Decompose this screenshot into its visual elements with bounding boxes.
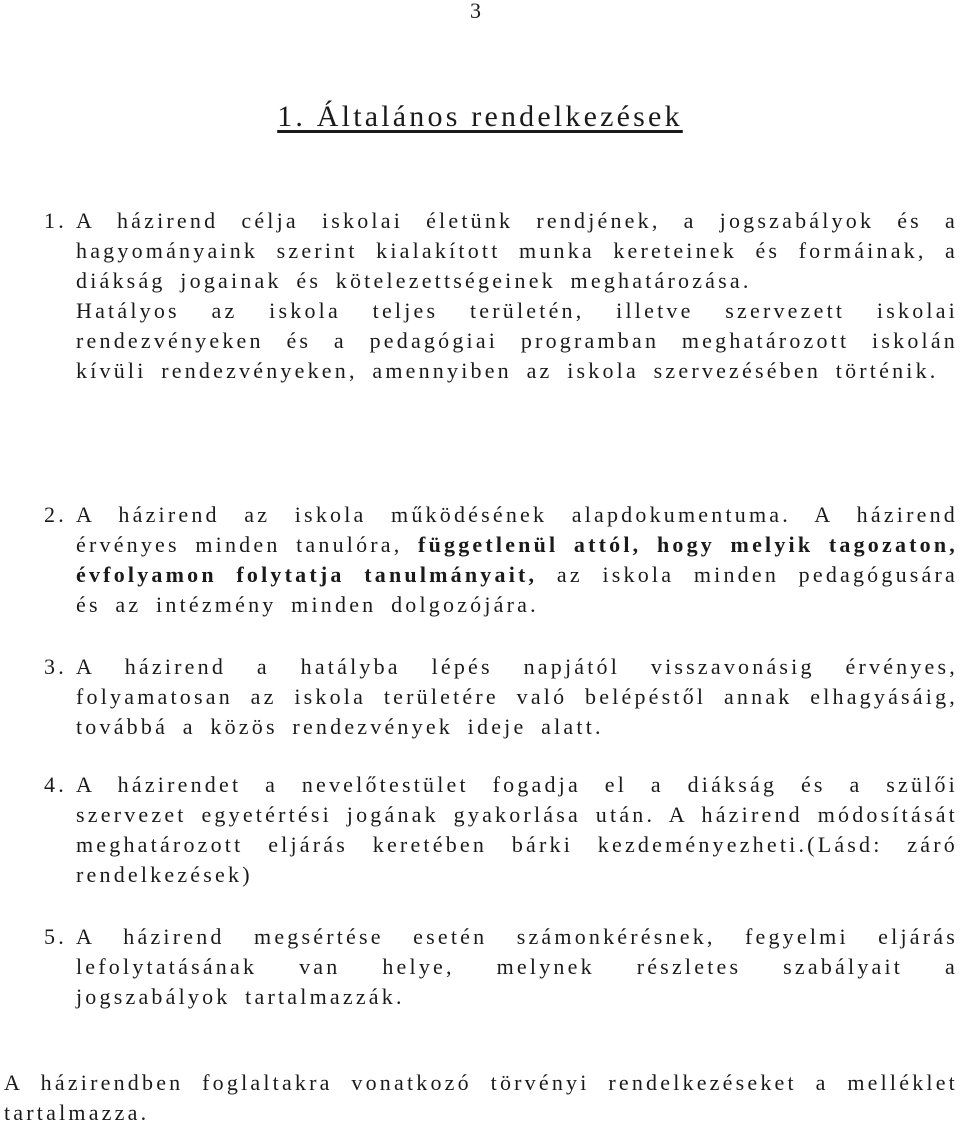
item-text: A házirend a hatályba lépés napjától visszavonásig érvényes, folyamatosan az iskola területére való belépéstől annak elhagyásáig, továbbá a közös rendezvények ideje alatt. <box>76 654 958 739</box>
footer-note: A házirendben foglaltakra vonatkozó törvényi rendelkezéseket a melléklet tartalmazza. <box>4 1070 958 1125</box>
item-text: A házirend célja iskolai életünk rendjének, a jogszabályok és a hagyományaink szerint kialakított munka kereteinek és formáinak, a diákság jogainak és kötelezettségeinek meghatározása. <box>76 208 958 293</box>
item-text-continued: Hatályos az iskola teljes területén, illetve szervezett iskolai rendezvényeken és a pedagógiai programban meghatározott iskolán kívüli rendezvényeken, amennyiben az iskola szervezésében történik. <box>76 298 958 383</box>
item-text <box>76 500 958 620</box>
list-item-4 <box>44 770 958 890</box>
item-text: A házirendet a nevelőtestület fogadja el a diákság és a szülői szervezet egyetértési jogának gyakorlása után. A házirend módosítását meghatározott eljárás keretében bárki kezdeményezheti.(Lásd: záró rendelkezések) <box>76 772 958 887</box>
item-text: A házirend megsértése esetén számonkérésnek, fegyelmi eljárás lefolytatásának van helye, melynek részletes szabályait a jogszabályok tartalmazzák. <box>76 924 958 1009</box>
item-number: 1. <box>44 208 67 233</box>
item-number: 2. <box>44 502 67 527</box>
item-number: 3. <box>44 654 67 679</box>
list-item-3 <box>44 652 958 742</box>
item-number: 4. <box>44 772 67 797</box>
section-heading: 1. Általános rendelkezések <box>277 100 683 133</box>
list-item-1 <box>44 206 958 386</box>
item-text-part: A házirend az iskola működésének alapdokumentuma. A házirend érvényes minden tanulóra, <box>76 502 958 557</box>
item-text-emphasis: függetlenül attól, hogy melyik tagozaton, évfolyamon folytatja tanulmányait, <box>76 532 959 587</box>
item-text-part: az iskola minden pedagógusára és az intézmény minden dolgozójára. <box>76 562 958 617</box>
item-number: 5. <box>44 924 67 949</box>
page-number: 3 <box>470 0 483 23</box>
list-item-2 <box>44 500 958 620</box>
list-item-5 <box>44 922 958 1012</box>
